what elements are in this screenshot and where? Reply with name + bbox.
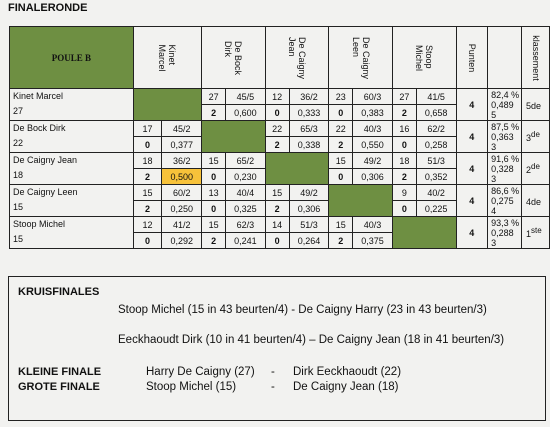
average: 0,241 <box>226 233 266 249</box>
rank-cell <box>522 153 550 185</box>
percentage-cell <box>488 89 522 121</box>
header-row <box>10 27 550 89</box>
match-points: 0 <box>133 137 162 153</box>
player-name: De Bock Dirk <box>13 123 66 133</box>
match-points: 0 <box>202 169 226 185</box>
column-header: Stoop Michel <box>392 27 456 89</box>
average: 0,658 <box>416 105 456 121</box>
column-header: De Caigny Jean <box>265 27 329 89</box>
score-points: 9 <box>392 185 416 201</box>
player-name-cell <box>10 185 134 217</box>
score-points: 17 <box>133 121 162 137</box>
player-name-cell <box>10 89 134 121</box>
score-points: 12 <box>265 89 289 105</box>
score-points: 12 <box>133 217 162 233</box>
column-header: De Caigny Leen <box>329 27 393 89</box>
kruisfinales-heading: KRUISFINALES <box>18 286 100 298</box>
kruisfinale-match-1: Stoop Michel (15 in 43 beurten/4) - De Caigny Harry (23 in 43 beurten/3) <box>118 304 487 316</box>
rank-cell <box>522 89 550 121</box>
rank: 2 <box>526 165 532 175</box>
total-points: 4 <box>456 89 488 121</box>
average: 0,500 <box>162 169 202 185</box>
percentage-line: 0,328 <box>491 163 514 174</box>
total-points: 4 <box>456 153 488 185</box>
score-turns: 41/5 <box>416 89 456 105</box>
rank-suffix: de <box>531 162 540 171</box>
match-points: 0 <box>392 201 416 217</box>
total-points: 4 <box>456 185 488 217</box>
match-points: 2 <box>329 233 353 249</box>
percentage-cell <box>488 153 522 185</box>
average: 0,375 <box>353 233 393 249</box>
match-points: 2 <box>265 201 289 217</box>
average: 0,550 <box>353 137 393 153</box>
kleine-finale-player-a: Harry De Caigny (27) <box>146 366 255 378</box>
score-turns: 45/5 <box>226 89 266 105</box>
match-points: 0 <box>392 137 416 153</box>
score-turns: 40/3 <box>353 121 393 137</box>
poule-label: POULE B <box>10 27 134 89</box>
table-row <box>10 121 550 137</box>
average: 0,333 <box>289 105 329 121</box>
score-turns: 41/2 <box>162 217 202 233</box>
match-points: 2 <box>202 233 226 249</box>
score-turns: 40/2 <box>416 185 456 201</box>
column-header: Kinet Marcel <box>133 27 202 89</box>
match-points: 0 <box>133 233 162 249</box>
average: 0,250 <box>162 201 202 217</box>
table-row <box>10 153 550 169</box>
self-match-cell <box>329 185 393 217</box>
grote-finale-player-b: De Caigny Jean (18) <box>293 381 399 393</box>
percentage-line: 87,5 % <box>491 121 520 132</box>
kruisfinales-box <box>8 276 546 421</box>
average: 0,230 <box>226 169 266 185</box>
average: 0,325 <box>226 201 266 217</box>
score-points: 16 <box>392 121 416 137</box>
average: 0,258 <box>416 137 456 153</box>
total-points: 4 <box>456 217 488 249</box>
score-turns: 49/2 <box>289 185 329 201</box>
average: 0,225 <box>416 201 456 217</box>
score-points: 15 <box>202 217 226 233</box>
match-points: 2 <box>392 169 416 185</box>
percentage-line: 0,363 <box>491 131 514 142</box>
average: 0,264 <box>289 233 329 249</box>
page-title: FINALERONDE <box>8 2 88 14</box>
average: 0,292 <box>162 233 202 249</box>
self-match-cell <box>265 153 329 185</box>
average: 0,600 <box>226 105 266 121</box>
match-points: 2 <box>202 105 226 121</box>
percentage-line: 0,489 <box>491 99 514 110</box>
punten-header: Punten <box>456 27 488 89</box>
score-points: 15 <box>202 153 226 169</box>
rank: 3 <box>526 133 532 143</box>
player-target: 18 <box>13 170 24 180</box>
self-match-cell <box>392 217 456 249</box>
score-turns: 51/3 <box>416 153 456 169</box>
score-points: 18 <box>133 153 162 169</box>
match-points: 2 <box>265 137 289 153</box>
player-name-cell <box>10 217 134 249</box>
score-points: 18 <box>392 153 416 169</box>
empty-header <box>488 27 522 89</box>
player-target: 15 <box>13 202 24 212</box>
percentage-line: 0,288 <box>491 227 514 238</box>
score-turns: 62/2 <box>416 121 456 137</box>
player-target: 27 <box>13 106 24 116</box>
kleine-finale-separator: - <box>271 366 275 378</box>
player-name-cell <box>10 153 134 185</box>
percentage-line: 0,275 <box>491 195 514 206</box>
score-turns: 40/4 <box>226 185 266 201</box>
score-turns: 49/2 <box>353 153 393 169</box>
percentage-cell <box>488 185 522 217</box>
rank-suffix: ste <box>531 226 542 235</box>
score-turns: 65/3 <box>289 121 329 137</box>
average: 0,338 <box>289 137 329 153</box>
score-turns: 60/2 <box>162 185 202 201</box>
percentage-line: 5 <box>491 109 497 120</box>
score-points: 15 <box>133 185 162 201</box>
percentage-line: 4 <box>491 205 497 216</box>
table-row <box>10 217 550 233</box>
average: 0,383 <box>353 105 393 121</box>
score-points: 15 <box>329 153 353 169</box>
rank-cell <box>522 185 550 217</box>
table-row <box>10 89 550 105</box>
average: 0,352 <box>416 169 456 185</box>
score-points: 15 <box>265 185 289 201</box>
score-points: 13 <box>202 185 226 201</box>
score-turns: 62/3 <box>226 217 266 233</box>
score-turns: 40/3 <box>353 217 393 233</box>
match-points: 2 <box>329 137 353 153</box>
percentage-line: 3 <box>491 141 497 152</box>
percentage-cell <box>488 121 522 153</box>
klassement-header: klassement <box>522 27 550 89</box>
match-points: 0 <box>202 201 226 217</box>
rank-cell <box>522 121 550 153</box>
match-points: 0 <box>329 169 353 185</box>
score-turns: 36/2 <box>162 153 202 169</box>
average: 0,306 <box>353 169 393 185</box>
score-points: 14 <box>265 217 289 233</box>
table-row <box>10 185 550 201</box>
score-points: 15 <box>329 217 353 233</box>
results-table <box>9 26 550 249</box>
match-points: 2 <box>133 169 162 185</box>
player-target: 22 <box>13 138 24 148</box>
total-points: 4 <box>456 121 488 153</box>
kleine-finale-label: KLEINE FINALE <box>18 366 102 378</box>
kleine-finale-player-b: Dirk Eeckhaoudt (22) <box>293 366 402 378</box>
score-turns: 51/3 <box>289 217 329 233</box>
column-header: De Bock Dirk <box>202 27 266 89</box>
player-name: Stoop Michel <box>13 219 66 229</box>
player-name-cell <box>10 121 134 153</box>
match-points: 0 <box>265 233 289 249</box>
rank-cell <box>522 217 550 249</box>
match-points: 0 <box>265 105 289 121</box>
percentage-line: 82,4 % <box>491 89 520 100</box>
percentage-line: 3 <box>491 237 497 248</box>
score-turns: 65/2 <box>226 153 266 169</box>
match-points: 2 <box>392 105 416 121</box>
grote-finale-player-a: Stoop Michel (15) <box>146 381 237 393</box>
player-name: De Caigny Jean <box>13 155 78 165</box>
percentage-line: 93,3 % <box>491 217 520 228</box>
self-match-cell <box>202 121 266 153</box>
score-points: 27 <box>202 89 226 105</box>
kruisfinale-match-2: Eeckhaoudt Dirk (10 in 41 beurten/4) – De Caigny Jean (18 in 41 beurten/3) <box>118 334 505 346</box>
score-turns: 45/2 <box>162 121 202 137</box>
match-points: 0 <box>329 105 353 121</box>
percentage-cell <box>488 217 522 249</box>
rank-suffix: de <box>531 130 540 139</box>
score-turns: 60/3 <box>353 89 393 105</box>
match-points: 2 <box>133 201 162 217</box>
percentage-line: 86,6 % <box>491 185 520 196</box>
grote-finale-separator: - <box>271 381 275 393</box>
player-target: 15 <box>13 234 24 244</box>
score-points: 23 <box>329 89 353 105</box>
score-points: 27 <box>392 89 416 105</box>
percentage-line: 3 <box>491 173 497 184</box>
player-name: De Caigny Leen <box>13 187 78 197</box>
score-points: 22 <box>265 121 289 137</box>
percentage-line: 91,6 % <box>491 153 520 164</box>
rank: 1 <box>526 229 532 239</box>
average: 0,306 <box>289 201 329 217</box>
self-match-cell <box>133 89 202 121</box>
player-name: Kinet Marcel <box>13 91 64 101</box>
rank: 5de <box>526 101 542 111</box>
score-turns: 36/2 <box>289 89 329 105</box>
average: 0,377 <box>162 137 202 153</box>
score-points: 22 <box>329 121 353 137</box>
grote-finale-label: GROTE FINALE <box>18 381 100 393</box>
rank: 4de <box>526 197 542 207</box>
